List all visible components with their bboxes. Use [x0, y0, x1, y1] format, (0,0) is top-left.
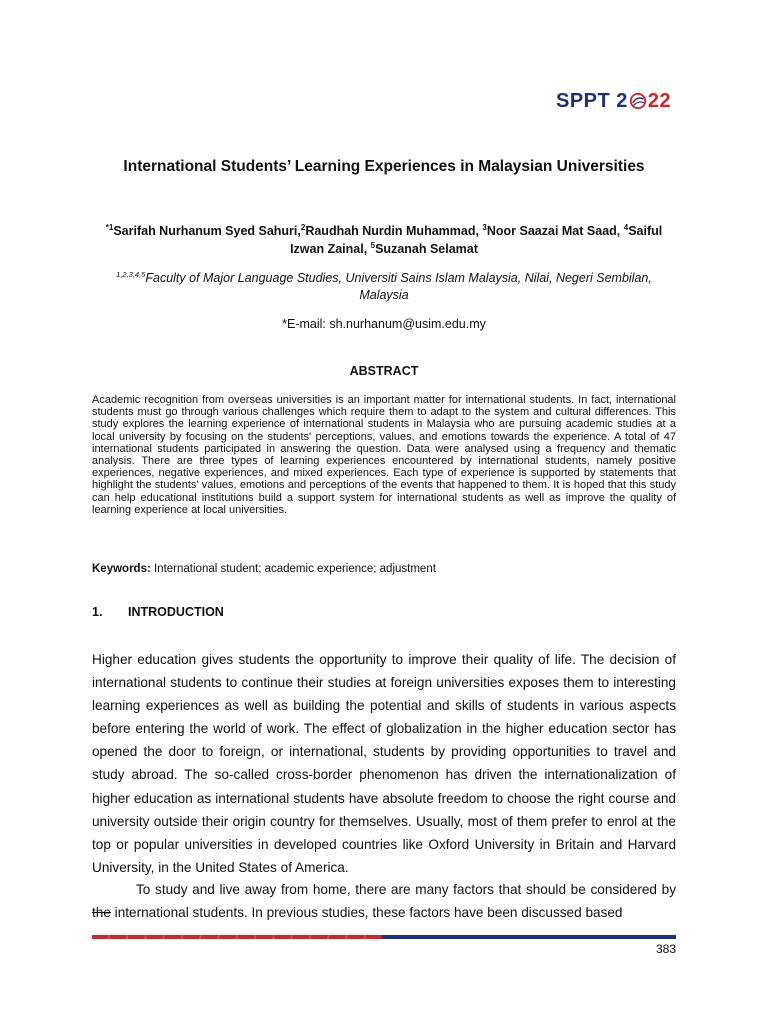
struck-word: the [92, 905, 111, 921]
body-paragraph: Higher education gives students the opportunity to improve their quality of life. The decision of international students to continue their studies at foreign universities exposes them to interesting learning experiences as well as building the potential and skills of students in various aspects before entering the world of work. The effect of globalization in the higher education sector has opened the door to foreign, or international, students by providing opportunities to travel and study abroad. The so-called cross-border phenomenon has driven the internationalization of higher education as international students have absolute freedom to choose the right course and university outside their origin country for themselves. Usually, most of them prefer to enrol at the top or popular universities in developed countries like Oxford University in Britain and Harvard University, in the United States of America. [92, 652, 676, 875]
affiliation-mark: 1,2,3,4,5 [116, 269, 146, 279]
footer-rule-blue [382, 935, 676, 939]
section-heading [92, 605, 224, 619]
author-mark: 4 [623, 222, 629, 232]
page-number: 383 [655, 942, 676, 956]
author-mark: *1 [105, 222, 114, 232]
author-name: Raudhah Nurdin Muhammad, [305, 224, 483, 238]
author-mark: 2 [300, 222, 306, 232]
section-number: 1. [92, 605, 103, 619]
author-mark: 5 [370, 240, 376, 250]
affiliation-text: Faculty of Major Language Studies, Universiti Sains Islam Malaysia, Nilai, Negeri Sembilan, Malaysia [145, 271, 652, 302]
author-name: Sarifah Nurhanum Syed Sahuri, [113, 224, 301, 238]
logo-text-part1: SPPT 2 [556, 89, 628, 112]
abstract-heading: ABSTRACT [349, 364, 419, 378]
contact-email: *E-mail: sh.nurhanum@usim.edu.my [282, 317, 486, 331]
logo-text-part2: 22 [647, 89, 672, 112]
paper-title: International Students’ Learning Experiences in Malaysian Universities [123, 158, 645, 175]
keywords-text: International student; academic experience; adjustment [150, 563, 436, 575]
author-mark: 3 [482, 222, 487, 232]
keywords-label: Keywords: [92, 563, 151, 575]
section-title: INTRODUCTION [128, 605, 224, 619]
footer-rule-red [92, 935, 382, 939]
footer-rule [92, 935, 676, 939]
author-name: Noor Saazai Mat Saad, [486, 224, 624, 238]
abstract-text: Academic recognition from overseas universities is an important matter for international students. In fact, international students must go through various challenges which require them to adapt to the system and cultural differences. This study explores the learning experience of international students in Malaysia who are pursuing academic studies at a local university by focusing on the students' perceptions, values, and emotions towards the experience. A total of 47 international students participated in answering the question. Data were analysed using a frequency and thematic analysis. There are three types of learning experiences encountered by international students, namely positive experiences, negative experiences, and mixed experiences. Each type of experience is supported by statements that highlight the students' values, emotions and perceptions of the events that happened to them. It is hoped that this study can help educational institutions build a support system for international students as well as improve the quality of learning experience at local universities. [92, 394, 676, 516]
author-list [92, 222, 676, 258]
author-name: Suzanah Selamat [375, 242, 478, 256]
paragraph-text: To study and live away from home, there are many factors that should be considered by [136, 882, 676, 897]
author-name: Saiful Izwan Zainal, [290, 224, 663, 256]
affiliation [92, 270, 676, 304]
keywords [92, 563, 676, 575]
globe-icon [629, 92, 647, 110]
conference-logo [556, 89, 671, 113]
body-paragraph [92, 878, 676, 924]
paragraph-text: international students. In previous studies, these factors have been discussed based [110, 905, 623, 921]
